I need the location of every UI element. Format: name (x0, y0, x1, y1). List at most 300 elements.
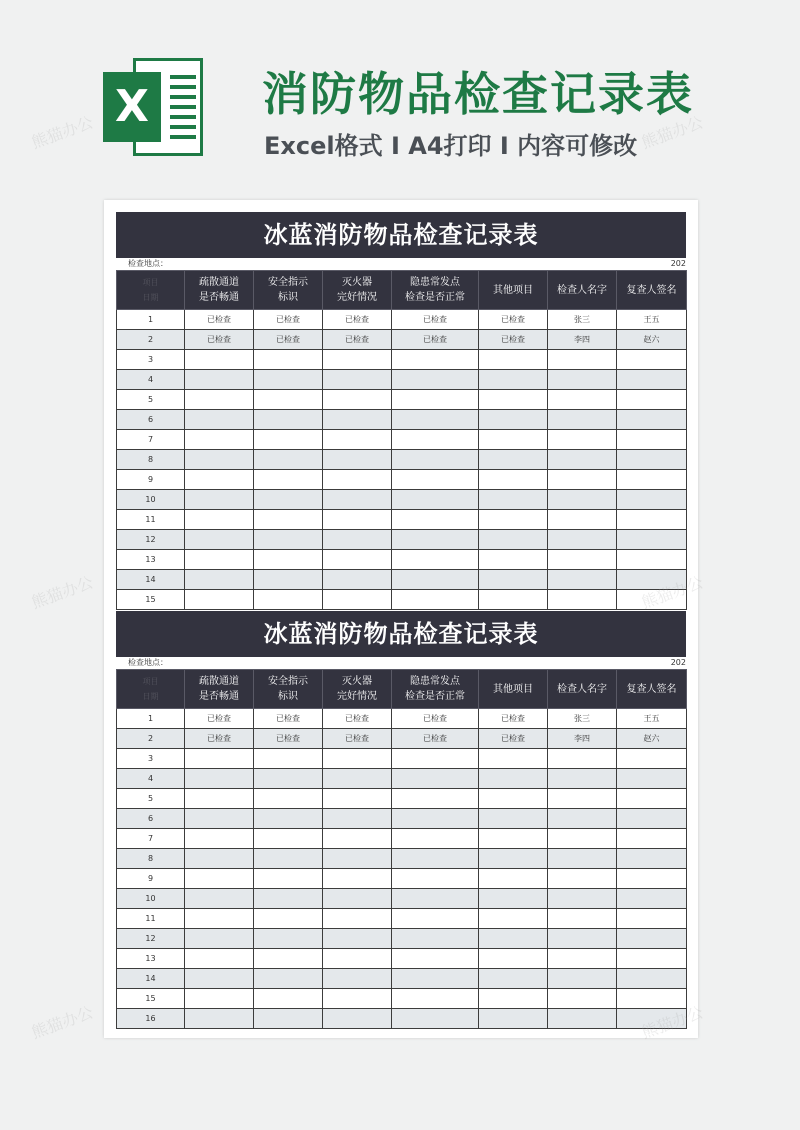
table-row (117, 809, 687, 829)
table-cell[interactable] (392, 530, 479, 550)
table-cell[interactable] (392, 430, 479, 450)
row-number-cell[interactable]: 15 (117, 590, 185, 610)
row-number-cell[interactable]: 4 (117, 370, 185, 390)
table-cell[interactable] (548, 929, 617, 949)
row-number-cell[interactable]: 4 (117, 769, 185, 789)
table-cell[interactable]: 赵六 (617, 729, 687, 749)
table-cell[interactable]: 已检查 (254, 310, 323, 330)
table-cell[interactable]: 王五 (617, 709, 687, 729)
column-header (392, 271, 479, 310)
table-cell[interactable] (479, 769, 548, 789)
table-cell[interactable] (392, 490, 479, 510)
table-row (117, 789, 687, 809)
table-cell[interactable] (392, 450, 479, 470)
corner-header-line: 日期 (142, 692, 159, 701)
row-number-cell[interactable]: 15 (117, 989, 185, 1009)
table-cell[interactable] (548, 909, 617, 929)
table-cell[interactable] (185, 350, 254, 370)
table-row (117, 749, 687, 769)
table-cell[interactable] (254, 390, 323, 410)
table-cell[interactable] (185, 849, 254, 869)
table-cell[interactable] (185, 370, 254, 390)
table-cell[interactable] (185, 929, 254, 949)
table-cell[interactable] (185, 1009, 254, 1029)
row-number-cell[interactable]: 11 (117, 909, 185, 929)
table-row (117, 729, 687, 749)
column-header-line: 完好情况 (337, 691, 377, 702)
table-header-row (117, 670, 687, 709)
table-cell[interactable]: 赵六 (617, 330, 687, 350)
row-number-cell[interactable]: 14 (117, 570, 185, 590)
table-cell[interactable]: 已检查 (323, 330, 392, 350)
table-cell[interactable] (617, 749, 687, 769)
table-cell[interactable] (323, 989, 392, 1009)
table-cell[interactable] (323, 490, 392, 510)
table-cell[interactable] (617, 470, 687, 490)
row-number-cell[interactable]: 13 (117, 949, 185, 969)
column-header-line: 复查人签名 (626, 683, 677, 695)
table-cell[interactable] (392, 410, 479, 430)
table-cell[interactable] (392, 510, 479, 530)
column-header-line: 灭火器 (342, 676, 372, 687)
table-cell[interactable]: 已检查 (479, 709, 548, 729)
table-row (117, 390, 687, 410)
table-cell[interactable]: 张三 (548, 709, 617, 729)
column-header-line: 隐患常发点 (410, 676, 460, 687)
table-cell[interactable] (323, 570, 392, 590)
table-cell[interactable] (185, 450, 254, 470)
table-cell[interactable] (185, 829, 254, 849)
table-cell[interactable] (392, 570, 479, 590)
table-cell[interactable] (548, 370, 617, 390)
row-number-cell[interactable]: 2 (117, 729, 185, 749)
table-cell[interactable] (185, 789, 254, 809)
column-header-line: 灭火器 (342, 277, 372, 288)
row-number-cell[interactable]: 11 (117, 510, 185, 530)
table-cell[interactable] (323, 749, 392, 769)
table-cell[interactable] (392, 590, 479, 610)
table-cell[interactable] (185, 530, 254, 550)
table-cell[interactable] (479, 909, 548, 929)
table-cell[interactable]: 已检查 (185, 729, 254, 749)
table-cell[interactable] (254, 849, 323, 869)
table-cell[interactable] (479, 370, 548, 390)
table-cell[interactable] (617, 909, 687, 929)
table-cell[interactable] (323, 789, 392, 809)
table-cell[interactable] (254, 929, 323, 949)
table-cell[interactable] (323, 869, 392, 889)
table-cell[interactable] (617, 570, 687, 590)
column-header-line: 检查人名字 (557, 683, 607, 695)
table-cell[interactable] (254, 550, 323, 570)
table-cell[interactable] (254, 570, 323, 590)
year-fragment: 202 (670, 259, 686, 268)
table-cell[interactable] (479, 929, 548, 949)
table-cell[interactable]: 张三 (548, 310, 617, 330)
table-cell[interactable] (617, 869, 687, 889)
table-row (117, 550, 687, 570)
table-cell[interactable] (617, 410, 687, 430)
row-number-cell[interactable]: 12 (117, 530, 185, 550)
table-cell[interactable] (548, 430, 617, 450)
table-cell[interactable] (479, 749, 548, 769)
table-cell[interactable] (548, 510, 617, 530)
table-cell[interactable] (617, 929, 687, 949)
table-cell[interactable] (392, 370, 479, 390)
table-cell[interactable] (392, 470, 479, 490)
table-cell[interactable] (548, 450, 617, 470)
table-cell[interactable] (479, 889, 548, 909)
table-cell[interactable] (323, 530, 392, 550)
row-number-cell[interactable]: 1 (117, 310, 185, 330)
table-cell[interactable] (479, 470, 548, 490)
table-cell[interactable] (185, 470, 254, 490)
table-cell[interactable] (617, 989, 687, 1009)
table-cell[interactable] (479, 829, 548, 849)
row-number-cell[interactable]: 5 (117, 789, 185, 809)
row-number-cell[interactable]: 3 (117, 749, 185, 769)
table-cell[interactable] (617, 849, 687, 869)
table-cell[interactable] (548, 570, 617, 590)
table-cell[interactable] (392, 849, 479, 869)
table-row (117, 989, 687, 1009)
row-number-cell[interactable]: 5 (117, 390, 185, 410)
table-cell[interactable] (479, 410, 548, 430)
table-cell[interactable] (185, 989, 254, 1009)
row-number-cell[interactable]: 1 (117, 709, 185, 729)
row-number-cell[interactable]: 7 (117, 829, 185, 849)
column-header-line: 标识 (278, 292, 298, 303)
table-cell[interactable] (185, 869, 254, 889)
table-cell[interactable]: 已检查 (479, 310, 548, 330)
table-cell[interactable] (254, 410, 323, 430)
table-cell[interactable] (323, 550, 392, 570)
table-cell[interactable] (254, 1009, 323, 1029)
table-cell[interactable] (254, 530, 323, 550)
table-cell[interactable] (392, 769, 479, 789)
column-header (548, 670, 617, 709)
watermark-text: 熊猫办公 (639, 112, 706, 153)
table-cell[interactable] (254, 949, 323, 969)
table-cell[interactable] (548, 410, 617, 430)
table-cell[interactable] (617, 490, 687, 510)
table-cell[interactable] (479, 1009, 548, 1029)
excel-logo-letter: X (103, 72, 161, 142)
table-cell[interactable] (323, 510, 392, 530)
table-cell[interactable] (479, 849, 548, 869)
record-sheet-2 (116, 611, 686, 1029)
table-header-row (117, 271, 687, 310)
table-cell[interactable] (548, 1009, 617, 1029)
table-cell[interactable] (548, 490, 617, 510)
table-cell[interactable] (617, 809, 687, 829)
table-cell[interactable] (254, 370, 323, 390)
table-cell[interactable] (392, 969, 479, 989)
table-cell[interactable]: 李四 (548, 330, 617, 350)
column-header-line: 其他项目 (493, 683, 533, 695)
row-number-cell[interactable]: 14 (117, 969, 185, 989)
table-cell[interactable] (479, 490, 548, 510)
sheet-title: 冰蓝消防物品检查记录表 (116, 611, 686, 657)
table-cell[interactable] (185, 490, 254, 510)
table-cell[interactable] (392, 749, 479, 769)
table-cell[interactable] (617, 949, 687, 969)
table-cell[interactable] (548, 869, 617, 889)
table-cell[interactable] (392, 789, 479, 809)
table-cell[interactable]: 已检查 (185, 310, 254, 330)
table-cell[interactable] (185, 590, 254, 610)
table-cell[interactable] (548, 969, 617, 989)
table-cell[interactable] (323, 949, 392, 969)
table-cell[interactable]: 已检查 (392, 729, 479, 749)
table-cell[interactable] (323, 769, 392, 789)
table-cell[interactable] (254, 490, 323, 510)
corner-header-line: 项目 (142, 677, 159, 686)
table-cell[interactable] (392, 390, 479, 410)
table-cell[interactable] (479, 430, 548, 450)
table-cell[interactable] (185, 949, 254, 969)
table-cell[interactable] (479, 989, 548, 1009)
table-cell[interactable] (548, 470, 617, 490)
table-cell[interactable] (323, 350, 392, 370)
table-cell[interactable] (323, 889, 392, 909)
table-cell[interactable]: 已检查 (323, 310, 392, 330)
table-cell[interactable] (185, 550, 254, 570)
row-number-cell[interactable]: 3 (117, 350, 185, 370)
row-number-cell[interactable]: 2 (117, 330, 185, 350)
table-cell[interactable]: 已检查 (254, 709, 323, 729)
table-cell[interactable] (185, 809, 254, 829)
table-cell[interactable] (254, 869, 323, 889)
table-row (117, 570, 687, 590)
table-cell[interactable]: 已检查 (185, 709, 254, 729)
table-row (117, 470, 687, 490)
table-cell[interactable] (254, 909, 323, 929)
table-cell[interactable] (479, 350, 548, 370)
table-cell[interactable] (185, 410, 254, 430)
table-cell[interactable] (548, 949, 617, 969)
table-cell[interactable] (479, 530, 548, 550)
table-cell[interactable] (617, 430, 687, 450)
table-cell[interactable] (548, 350, 617, 370)
table-cell[interactable]: 已检查 (185, 330, 254, 350)
table-cell[interactable] (254, 510, 323, 530)
table-cell[interactable] (185, 969, 254, 989)
corner-header-line: 项目 (142, 278, 159, 287)
table-row (117, 370, 687, 390)
table-cell[interactable] (254, 989, 323, 1009)
table-cell[interactable] (548, 849, 617, 869)
row-number-cell[interactable]: 9 (117, 869, 185, 889)
table-cell[interactable] (254, 350, 323, 370)
row-number-cell[interactable]: 8 (117, 849, 185, 869)
table-cell[interactable] (548, 530, 617, 550)
table-cell[interactable]: 已检查 (392, 310, 479, 330)
table-cell[interactable] (392, 869, 479, 889)
row-number-cell[interactable]: 10 (117, 490, 185, 510)
table-cell[interactable]: 已检查 (254, 729, 323, 749)
table-cell[interactable] (392, 889, 479, 909)
table-cell[interactable] (548, 989, 617, 1009)
table-cell[interactable] (479, 969, 548, 989)
table-cell[interactable] (548, 769, 617, 789)
column-header-line: 标识 (278, 691, 298, 702)
table-cell[interactable] (185, 909, 254, 929)
table-cell[interactable] (185, 390, 254, 410)
table-cell[interactable] (323, 410, 392, 430)
table-cell[interactable] (323, 809, 392, 829)
table-cell[interactable] (254, 430, 323, 450)
table-cell[interactable]: 王五 (617, 310, 687, 330)
table-cell[interactable]: 已检查 (254, 330, 323, 350)
table-cell[interactable] (392, 909, 479, 929)
table-cell[interactable] (479, 789, 548, 809)
table-cell[interactable] (617, 969, 687, 989)
year-fragment: 202 (670, 658, 686, 667)
row-number-cell[interactable]: 16 (117, 1009, 185, 1029)
table-cell[interactable] (254, 769, 323, 789)
table-cell[interactable] (323, 969, 392, 989)
table-cell[interactable] (479, 809, 548, 829)
table-cell[interactable] (479, 390, 548, 410)
table-cell[interactable] (479, 570, 548, 590)
table-cell[interactable] (185, 510, 254, 530)
table-cell[interactable] (185, 570, 254, 590)
table-cell[interactable] (323, 470, 392, 490)
row-number-cell[interactable]: 6 (117, 410, 185, 430)
table-cell[interactable] (392, 1009, 479, 1029)
table-cell[interactable] (392, 929, 479, 949)
location-row (116, 258, 686, 270)
table-cell[interactable] (323, 909, 392, 929)
table-cell[interactable] (254, 749, 323, 769)
table-row (117, 909, 687, 929)
table-cell[interactable] (185, 769, 254, 789)
table-cell[interactable] (323, 370, 392, 390)
table-cell[interactable] (617, 370, 687, 390)
location-row (116, 657, 686, 669)
table-cell[interactable] (548, 749, 617, 769)
table-cell[interactable] (617, 829, 687, 849)
table-cell[interactable] (617, 769, 687, 789)
table-cell[interactable] (254, 889, 323, 909)
row-number-cell[interactable]: 6 (117, 809, 185, 829)
table-row (117, 889, 687, 909)
table-cell[interactable] (392, 949, 479, 969)
table-cell[interactable] (617, 889, 687, 909)
table-cell[interactable] (323, 450, 392, 470)
table-row (117, 530, 687, 550)
table-cell[interactable]: 已检查 (479, 729, 548, 749)
table-cell[interactable] (254, 470, 323, 490)
table-cell[interactable]: 已检查 (392, 709, 479, 729)
column-header-line: 疏散通道 (199, 676, 239, 687)
paper-sheet (104, 200, 698, 1038)
table-cell[interactable]: 已检查 (392, 330, 479, 350)
table-cell[interactable] (392, 809, 479, 829)
table-cell[interactable] (479, 590, 548, 610)
table-row (117, 769, 687, 789)
table-cell[interactable] (323, 430, 392, 450)
table-cell[interactable] (323, 390, 392, 410)
row-number-cell[interactable]: 12 (117, 929, 185, 949)
table-cell[interactable] (548, 590, 617, 610)
table-cell[interactable] (392, 550, 479, 570)
table-cell[interactable] (254, 590, 323, 610)
table-cell[interactable] (617, 1009, 687, 1029)
table-cell[interactable] (254, 450, 323, 470)
row-number-cell[interactable]: 8 (117, 450, 185, 470)
location-label: 检查地点： (128, 658, 168, 667)
table-cell[interactable] (392, 350, 479, 370)
table-row (117, 490, 687, 510)
table-cell[interactable] (617, 530, 687, 550)
table-cell[interactable] (548, 390, 617, 410)
table-cell[interactable] (323, 829, 392, 849)
table-cell[interactable] (254, 789, 323, 809)
table-row (117, 450, 687, 470)
table-cell[interactable] (617, 590, 687, 610)
column-header (185, 670, 254, 709)
column-header-line: 是否畅通 (199, 691, 239, 702)
table-cell[interactable]: 已检查 (479, 330, 548, 350)
table-cell[interactable] (548, 889, 617, 909)
table-cell[interactable] (254, 969, 323, 989)
column-header-line: 检查是否正常 (405, 292, 465, 303)
table-cell[interactable] (479, 550, 548, 570)
table-cell[interactable] (479, 949, 548, 969)
table-cell[interactable] (617, 510, 687, 530)
table-cell[interactable] (185, 749, 254, 769)
table-cell[interactable] (617, 789, 687, 809)
table-cell[interactable] (185, 430, 254, 450)
table-cell[interactable] (254, 829, 323, 849)
table-cell[interactable] (548, 809, 617, 829)
table-cell[interactable] (185, 889, 254, 909)
corner-header (117, 670, 185, 709)
sheet-title: 冰蓝消防物品检查记录表 (116, 212, 686, 258)
table-cell[interactable]: 李四 (548, 729, 617, 749)
table-cell[interactable] (548, 829, 617, 849)
row-number-cell[interactable]: 9 (117, 470, 185, 490)
table-cell[interactable]: 已检查 (323, 709, 392, 729)
table-cell[interactable] (323, 929, 392, 949)
table-cell[interactable] (548, 550, 617, 570)
page-title: 消防物品检查记录表 (262, 67, 694, 121)
table-cell[interactable] (479, 869, 548, 889)
table-cell[interactable] (392, 829, 479, 849)
table-cell[interactable] (323, 590, 392, 610)
table-cell[interactable] (548, 789, 617, 809)
row-number-cell[interactable]: 13 (117, 550, 185, 570)
row-number-cell[interactable]: 7 (117, 430, 185, 450)
table-cell[interactable] (617, 350, 687, 370)
table-row (117, 869, 687, 889)
table-cell[interactable] (617, 390, 687, 410)
table-cell[interactable] (323, 1009, 392, 1029)
table-cell[interactable] (479, 450, 548, 470)
table-cell[interactable] (617, 550, 687, 570)
table-cell[interactable] (254, 809, 323, 829)
table-cell[interactable] (323, 849, 392, 869)
table-cell[interactable] (392, 989, 479, 1009)
table-cell[interactable] (479, 510, 548, 530)
table-cell[interactable]: 已检查 (323, 729, 392, 749)
column-header-line: 疏散通道 (199, 277, 239, 288)
corner-header-line: 日期 (142, 293, 159, 302)
table-cell[interactable] (617, 450, 687, 470)
row-number-cell[interactable]: 10 (117, 889, 185, 909)
